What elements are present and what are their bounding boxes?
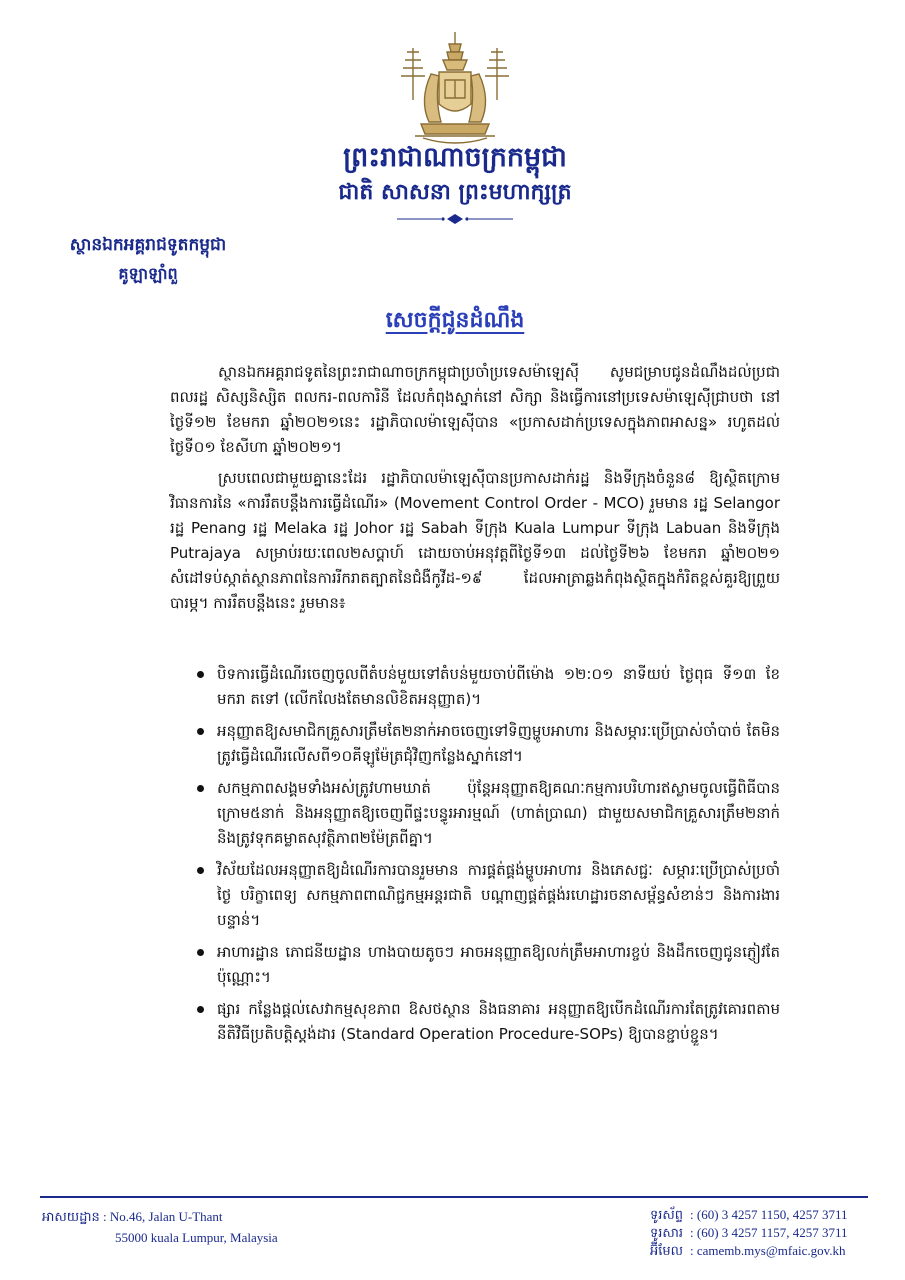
notice-body — [170, 360, 780, 622]
sender-block — [38, 230, 258, 288]
list-item — [195, 662, 780, 712]
kingdom-heading — [250, 140, 660, 208]
bullet-icon — [197, 867, 204, 874]
paragraph-1: ស្ថានឯកអគ្គរាជទូតនៃព្រះរាជាណាចក្រកម្ពុជាប្រចាំប្រទេសម៉ាឡេស៊ី សូមជម្រាបជូនដំណឹងដល់ប្រជាពលរដ្ឋ សិស្សនិស្សិត ពលករ-ពលការិនី ដែលកំពុងស្នាក់នៅ សិក្សា និងធ្វើការនៅប្រទេសម៉ាឡេស៊ីជ្រាបថា នៅថ្ងៃទី១២ ខែមករា ឆ្នាំ២០២១នេះ រដ្ឋាភិបាលម៉ាឡេស៊ីបាន «ប្រកាសដាក់ប្រទេសក្នុងភាពអាសន្ន» រហូតដល់ថ្ងៃទី០១ ខែសីហា ឆ្នាំ២០២១។ — [170, 363, 780, 456]
bullet-icon — [197, 785, 204, 792]
bullet-icon — [197, 1006, 204, 1013]
list-item-text: អនុញ្ញាតឱ្យសមាជិកគ្រួសារត្រឹមតែ២នាក់អាចចេញទៅទិញម្ហូបអាហារ និងសម្ភារៈប្រើប្រាស់ចាំបាច់ តែមិនត្រូវធ្វើដំណើរលើសពី១០គីឡូម៉ែត្រជុំវិញកន្លែងស្នាក់នៅ។ — [217, 722, 780, 765]
list-item — [195, 858, 780, 933]
email-label: អ៊ីមែល — [650, 1243, 684, 1258]
address-label: អាសយដ្ឋាន — [42, 1209, 100, 1224]
list-item-text: បិទការធ្វើដំណើរចេញចូលពីតំបន់មួយទៅតំបន់មួយចាប់ពីម៉ោង ១២:០១ នាទីយប់ ថ្ងៃពុធ ទី១៣ ខែមករា តទៅ (លើកលែងតែមានលិខិតអនុញ្ញាត)។ — [217, 665, 780, 708]
phone-label: ទូរស័ព្ទ — [650, 1207, 684, 1222]
restrictions-list — [195, 662, 780, 1054]
footer-address — [42, 1206, 372, 1248]
list-item-text: ផ្សារ កន្លែងផ្តល់សេវាកម្មសុខភាព ឱសថស្ថាន និងធនាគារ អនុញ្ញាតឱ្យបើកដំណើរការតែត្រូវគោរពតាមនីតិវិធីប្រតិបត្តិស្តង់ដារ (Standard Operation Procedure-SOPs) ឱ្យបានខ្ជាប់ខ្ជួន។ — [217, 1000, 780, 1043]
paragraph-2: ស្របពេលជាមួយគ្នានេះដែរ រដ្ឋាភិបាលម៉ាឡេស៊ីបានប្រកាសដាក់រដ្ឋ និងទីក្រុងចំនួន៨ ឱ្យស្ថិតក្រោមវិធានការនៃ «ការរឹតបន្តឹងការធ្វើដំណើរ» (Movement Control Order - MCO) រួមមាន រដ្ឋ Selangor រដ្ឋ Penang រដ្ឋ Melaka រដ្ឋ Johor រដ្ឋ Sabah ទីក្រុង Kuala Lumpur ទីក្រុង Labuan និងទីក្រុង Putrajaya សម្រាប់រយៈពេល២សប្តាហ៍ ដោយចាប់អនុវត្តពីថ្ងៃទី១៣ ដល់ថ្ងៃទី២៦ ខែមករា ឆ្នាំ២០២១ សំដៅទប់ស្កាត់ស្ថានភាពនៃការរីករាតត្បាតនៃជំងឺកូវីដ-១៩ ដែលអាត្រាឆ្លងកំពុងស្ថិតក្នុងកំរិតខ្ពស់គួរឱ្យព្រួយបារម្ភ។ ការរឹតបន្តឹងនេះ រួមមាន៖ — [170, 469, 780, 612]
list-item — [195, 940, 780, 990]
email-address[interactable]: : camemb.mys@mfaic.gov.kh — [690, 1243, 846, 1258]
list-item-text: អាហារដ្ឋាន ភោជនីយដ្ឋាន ហាងបាយតូចៗ អាចអនុញ្ញាតឱ្យលក់ត្រឹមអាហារខ្ចប់ និងដឹកចេញជូនភ្ញៀវតែប៉ុណ្ណោះ។ — [217, 943, 780, 986]
footer-contacts — [650, 1206, 875, 1260]
address-line-2: 55000 kuala Lumpur, Malaysia — [115, 1230, 278, 1245]
footer-divider — [40, 1196, 868, 1198]
bullet-icon — [197, 949, 204, 956]
fax-number: : (60) 3 4257 1157, 4257 3711 — [690, 1225, 848, 1240]
national-motto: ជាតិ សាសនា ព្រះមហាក្សត្រ — [338, 179, 572, 205]
list-item — [195, 776, 780, 851]
bullet-icon — [197, 671, 204, 678]
notice-title: សេចក្តីជូនដំណឹង — [385, 307, 525, 333]
address-line-1: : No.46, Jalan U-Thant — [103, 1209, 223, 1224]
list-item — [195, 997, 780, 1047]
phone-number: : (60) 3 4257 1150, 4257 3711 — [690, 1207, 848, 1222]
embassy-name: ស្ថានឯកអគ្គរាជទូតកម្ពុជា — [69, 235, 227, 255]
kingdom-name: ព្រះរាជាណាចក្រកម្ពុជា — [343, 142, 567, 173]
ornament-divider-icon — [395, 212, 515, 226]
list-item-text: វិស័យដែលអនុញ្ញាតឱ្យដំណើរការបានរួមមាន ការផ្គត់ផ្គង់ម្ហូបអាហារ និងភេសជ្ជៈ សម្ភារៈប្រើប្រាស់ប្រចាំថ្ងៃ បរិក្ខាពេទ្យ សកម្មភាពពាណិជ្ជកម្មអន្តរជាតិ បណ្តាញផ្គត់ផ្គង់រហេដ្ឋារចនាសម្ព័ន្ធសំខាន់ៗ និងការងារបន្ទាន់។ — [217, 861, 780, 929]
bullet-icon — [197, 728, 204, 735]
fax-label: ទូរសារ — [650, 1225, 684, 1240]
list-item-text: សកម្មភាពសង្គមទាំងអស់ត្រូវហាមឃាត់ ប៉ុន្តែអនុញ្ញាតឱ្យគណៈកម្មការបរិហារឥស្លាមចូលធ្វើពិធីបានក្រោម៥នាក់ និងអនុញ្ញាតឱ្យចេញពីផ្ទះបន្ធូរអារម្មណ៍ (ហាត់ប្រាណ) ជាមួយសមាជិកគ្រួសារត្រឹម២នាក់ និងត្រូវទុកគម្លាតសុវត្ថិភាព២ម៉ែត្រពីគ្នា។ — [217, 779, 780, 847]
royal-coat-of-arms-icon — [395, 30, 515, 148]
embassy-city: គូឡាឡាំពួ — [118, 264, 178, 283]
list-item — [195, 719, 780, 769]
